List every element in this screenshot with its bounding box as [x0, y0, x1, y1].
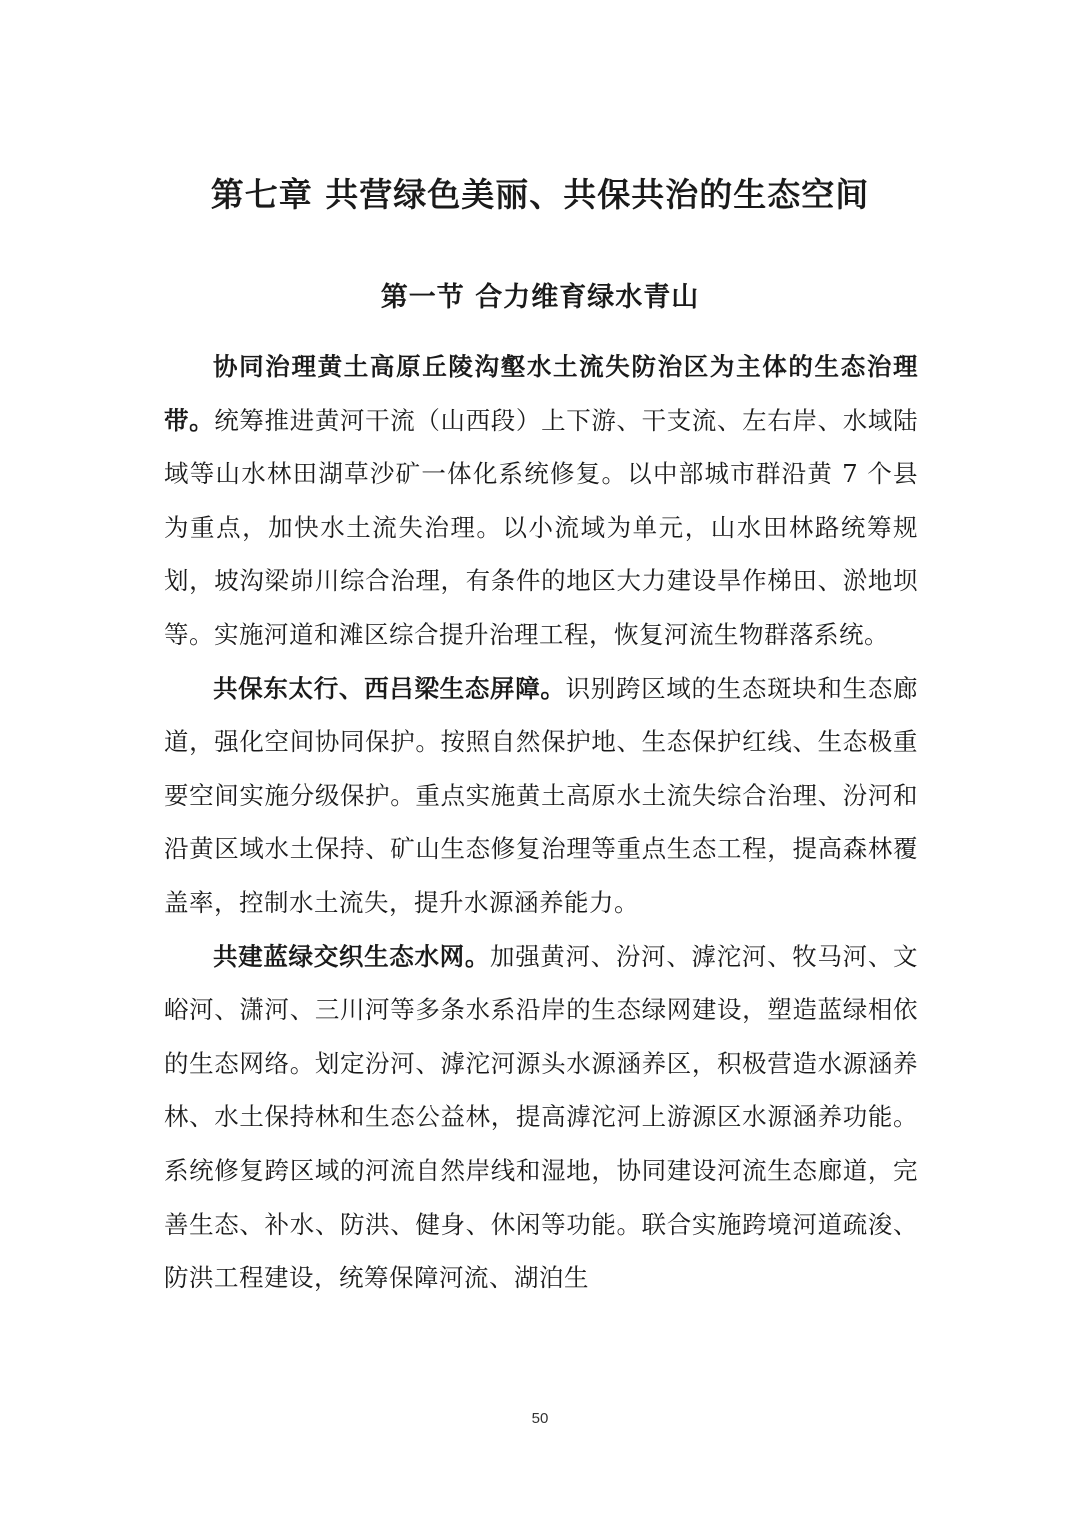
paragraph-lead: 协同治理黄土高原丘陵沟壑水土流失防治区为主体的生态治理带。 — [164, 352, 918, 435]
body-text — [164, 340, 918, 1305]
paragraph-lead: 共建蓝绿交织生态水网。 — [213, 941, 491, 971]
paragraph-text: 统筹推进黄河干流（山西段）上下游、干支流、左右岸、水域陆域等山水林田湖草沙矿一体化系统修复。以中部城市群沿黄 7 个县为重点，加快水土流失治理。以小流域为单元，山水田林路统筹规划，坡沟梁峁川综合治理，有条件的地区大力建设旱作梯田、淤地坝等。实施河道和滩区综合提升治理工程，恢复河流生物群落系统。 — [164, 405, 919, 649]
chapter-title: 第七章 共营绿色美丽、共保共治的生态空间 — [210, 175, 870, 214]
paragraph-text: 加强黄河、汾河、滹沱河、牧马河、文峪河、潇河、三川河等多条水系沿岸的生态绿网建设，塑造蓝绿相依的生态网络。划定汾河、滹沱河源头水源涵养区，积极营造水源涵养林、水土保持林和生态公益林，提高滹沱河上游源区水源涵养功能。系统修复跨区域的河流自然岸线和湿地，协同建设河流生态廊道，完善生态、补水、防洪、健身、休闲等功能。联合实施跨境河道疏浚、防洪工程建设，统筹保障河流、湖泊生 — [164, 941, 919, 1293]
paragraph-lead: 共保东太行、西吕梁生态屏障。 — [213, 673, 566, 703]
paragraph-water-network — [164, 930, 918, 1305]
paragraph-text: 识别跨区域的生态斑块和生态廊道，强化空间协同保护。按照自然保护地、生态保护红线、生态极重要空间实施分级保护。重点实施黄土高原水土流失综合治理、汾河和沿黄区域水土保持、矿山生态修复治理等重点生态工程，提高森林覆盖率，控制水土流失，提升水源涵养能力。 — [164, 673, 918, 917]
section-title: 第一节 合力维育绿水青山 — [380, 282, 700, 313]
page-number: 50 — [531, 1410, 549, 1427]
paragraph-ecological-belt — [164, 340, 918, 662]
paragraph-ecological-barrier — [164, 662, 918, 930]
